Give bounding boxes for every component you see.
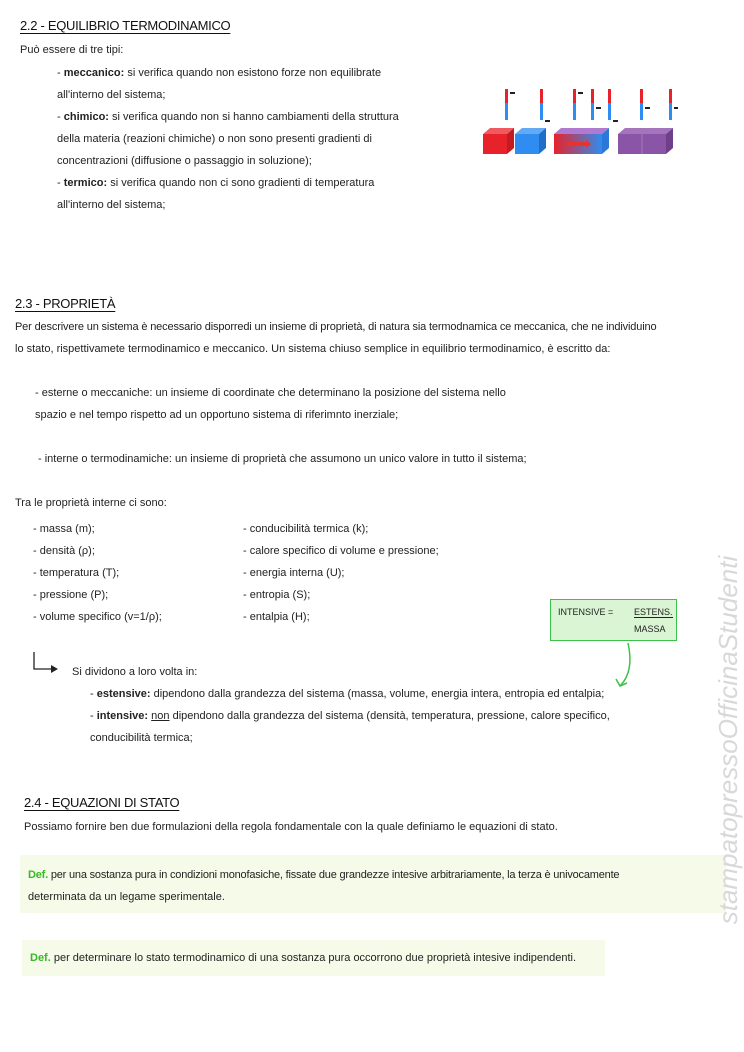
divide-text: Si dividono a loro volta in: — [72, 666, 198, 678]
definition-2: Def. per determinare lo stato termodinamico di una sostanza pura occorrono due proprietà intesive indipendenti. — [30, 952, 577, 964]
section-2-3-title: 2.3 - PROPRIETÀ — [15, 296, 116, 311]
intensive-line-2: conducibilità termica; — [90, 732, 193, 744]
note-denominator: MASSA — [634, 624, 666, 634]
list-item: - conducibilità termica (k); — [243, 523, 369, 535]
note-numerator: ESTENS. — [634, 607, 673, 617]
thermometer-icons — [505, 89, 678, 122]
intensive-line: - intensive: non dipendono dalla grandezza del sistema (densità, temperatura, pressione, calore specifico, — [90, 710, 610, 722]
item-chimico-l3: concentrazioni (diffusione o passaggio in soluzione); — [57, 155, 312, 167]
list-item: - pressione (P); — [33, 589, 109, 601]
properties-col2 — [243, 518, 439, 628]
list-item: - energia interna (U); — [243, 567, 345, 579]
s23-paragraph-l2: lo stato, rispettivamete termodinamico e meccanico. Un sistema chiuso semplice in equilibrio termodinamico, è escritto da: — [15, 343, 611, 355]
item-termico-l2: all'interno del sistema; — [57, 199, 166, 211]
arrow-right-icon — [32, 650, 62, 674]
list-item: - massa (m); — [33, 523, 95, 535]
definition-1-l1: Def. per una sostanza pura in condizioni monofasiche, fissate due grandezze intesive arbitrariamente, la terza è univocamente — [28, 869, 620, 881]
list-item: - entalpia (H); — [243, 611, 310, 623]
estensive-line: - estensive: dipendono dalla grandezza del sistema (massa, volume, energia intera, entropia ed entalpia; — [90, 688, 605, 700]
cold-cube — [515, 128, 546, 154]
s22-intro: Può essere di tre tipi: — [20, 44, 124, 56]
definition-box-1 — [20, 855, 726, 913]
list-item: - temperatura (T); — [33, 567, 120, 579]
curved-arrow-icon — [600, 641, 640, 691]
equilibrium-cubes — [618, 128, 673, 154]
s23-paragraph-l1: Per descrivere un sistema è necessario disporredi un insieme di proprietà, di natura sia termodnamica ce meccanica, che ne individuino — [15, 321, 657, 333]
note-left: INTENSIVE = — [558, 607, 614, 617]
item-meccanico: - meccanico: si verifica quando non esistono forze non equilibrate — [57, 67, 382, 79]
item-termico: - termico: si verifica quando non ci sono gradienti di temperatura — [57, 177, 375, 189]
list-item: - entropia (S); — [243, 589, 311, 601]
item-meccanico-l2: all'interno del sistema; — [57, 89, 166, 101]
contact-cubes — [554, 128, 609, 154]
external-props-l1: - esterne o meccaniche: un insieme di coordinate che determinano la posizione del sistema nello — [35, 387, 506, 399]
list-intro: Tra le proprietà interne ci sono: — [15, 497, 167, 509]
list-item: - calore specifico di volume e pressione; — [243, 545, 439, 557]
section-2-2-title: 2.2 - EQUILIBRIO TERMODINAMICO — [20, 18, 231, 33]
internal-props: - interne o termodinamiche: un insieme di proprietà che assumono un unico valore in tutto il sistema; — [38, 453, 527, 465]
list-item: - volume specifico (v=1/ρ); — [33, 611, 162, 623]
s24-paragraph: Possiamo fornire ben due formulazioni della regola fondamentale con la quale definiamo le equazioni di stato. — [24, 821, 558, 833]
external-props-l2: spazio e nel tempo rispetto ad un opportuno sistema di riferimnto inerziale; — [35, 409, 399, 421]
hot-cube — [483, 128, 514, 154]
watermark: stampatopressoOfficinaStudenti — [713, 555, 743, 925]
item-chimico: - chimico: si verifica quando non si hanno cambiamenti della struttura — [57, 111, 399, 123]
item-chimico-l2: della materia (reazioni chimiche) o non sono presenti gradienti di — [57, 133, 372, 145]
intensive-formula-note — [550, 599, 677, 641]
properties-col1 — [33, 518, 162, 628]
thermal-equilibrium-illustration — [478, 84, 678, 156]
list-item: - densità (ρ); — [33, 545, 95, 557]
definition-1-l2: determinata da un legame sperimentale. — [28, 891, 225, 903]
section-2-4-title: 2.4 - EQUAZIONI DI STATO — [24, 795, 180, 810]
